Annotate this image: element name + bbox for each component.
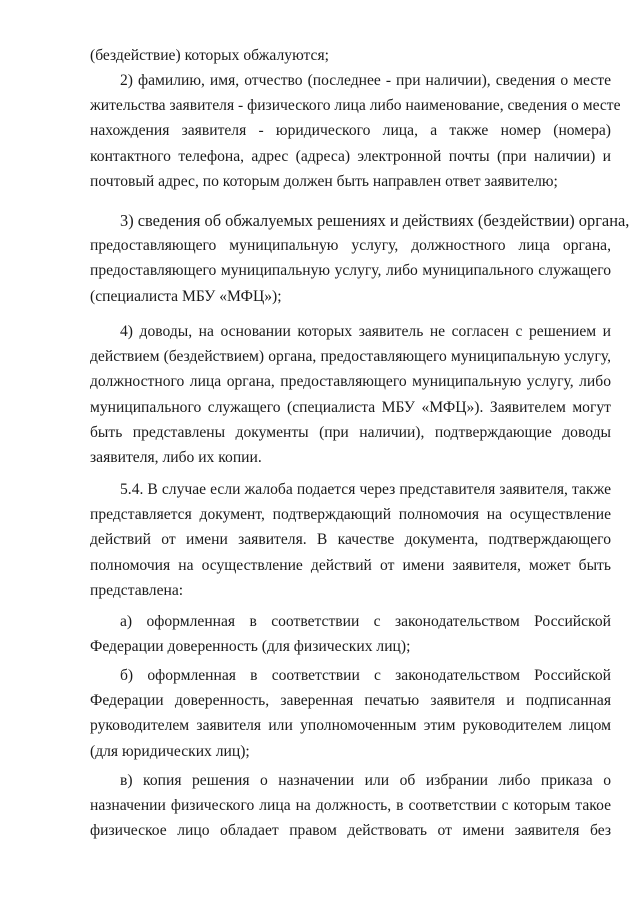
text-line: 3) сведения об обжалуемых решениях и действиях (бездействии) органа, (120, 211, 630, 230)
text-line: представлена: (90, 581, 184, 599)
text-line: полномочия на осуществление действий от имени заявителя, может быть (90, 556, 611, 574)
paragraph-item-3 (90, 208, 630, 309)
paragraph-item-v (90, 768, 611, 844)
text-line: 2) фамилию, имя, отчество (последнее - при наличии), сведения о месте (120, 72, 611, 89)
text-line: в) копия решения о назначении или об избрании либо приказа о (120, 772, 611, 789)
text-line: муниципального служащего (специалиста МБУ «МФЦ»). Заявителем могут (90, 398, 611, 416)
text-line: контактного телефона, адрес (адреса) электронной почты (при наличии) и (90, 147, 611, 165)
text-line: руководителем заявителя или уполномоченным этим руководителем лицом (90, 717, 611, 735)
text-line: назначении физического лица на должность, в соответствии с которым такое (90, 797, 611, 815)
text-line: быть представлены документы (при наличии), подтверждающие доводы (90, 423, 611, 441)
text-line: нахождения заявителя - юридического лица, а также номер (номера) (90, 122, 611, 140)
text-line: физическое лицо обладает правом действовать от имени заявителя без (90, 822, 611, 840)
text-line: предоставляющего муниципальную услугу, либо муниципального служащего (90, 262, 611, 280)
text-line: (для юридических лиц); (90, 742, 250, 760)
text-line: (специалиста МБУ «МФЦ»); (90, 287, 282, 305)
text-line: действий от имени заявителя. В качестве документа, подтверждающего (90, 531, 611, 549)
text-line: 5.4. В случае если жалоба подается через представителя заявителя, также (120, 481, 611, 498)
text-line: Федерации доверенность (для физических лиц); (90, 638, 411, 656)
text-line: б) оформленная в соответствии с законодательством Российской (120, 667, 611, 684)
text-line: действием (бездействием) органа, предоставляющего муниципальную услугу, (90, 348, 611, 366)
text-line: почтовый адрес, по которым должен быть направлен ответ заявителю; (90, 172, 558, 190)
text-line: представляется документ, подтверждающий полномочия на осуществление (90, 506, 611, 524)
paragraph-item-4 (90, 319, 611, 470)
text-line: (бездействие) которых обжалуются; (90, 47, 329, 64)
text-line: 4) доводы, на основании которых заявитель не согласен с решением и (120, 323, 611, 340)
paragraph-item-b (90, 663, 611, 764)
text-line: а) оформленная в соответствии с законодательством Российской (120, 613, 611, 630)
paragraph-continuation (90, 43, 611, 68)
text-line: должностного лица органа, предоставляющего муниципальную услугу, либо (90, 373, 611, 391)
paragraph-item-a (90, 609, 611, 659)
paragraph-section-5-4 (90, 477, 611, 603)
text-line: жительства заявителя - физического лица либо наименование, сведения о месте (90, 97, 621, 115)
text-line: Федерации доверенность, заверенная печатью заявителя и подписанная (90, 692, 611, 710)
paragraph-item-2 (90, 68, 621, 194)
text-line: предоставляющего муниципальную услугу, должностного лица органа, (90, 237, 611, 255)
text-line: заявителя, либо их копии. (90, 449, 262, 467)
